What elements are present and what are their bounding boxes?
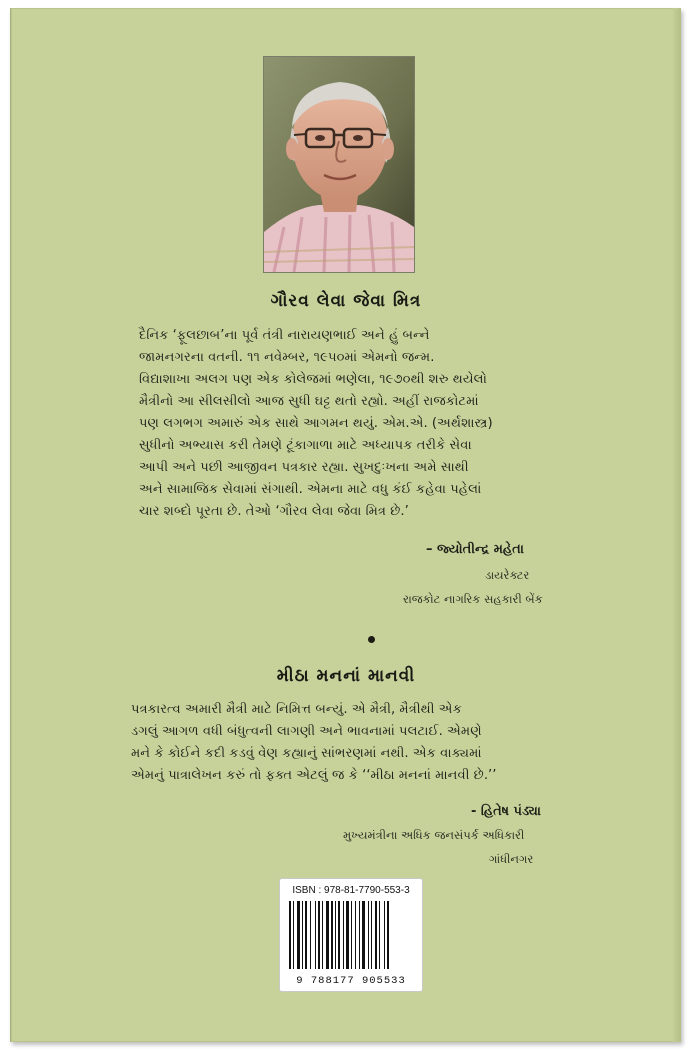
barcode-bar (379, 901, 380, 969)
section-divider-bullet (368, 636, 375, 643)
paragraph-line: પત્રકારત્વ અમારી મૈત્રી માટે નિમિત્ત બન્યું. એ મૈત્રી, મૈત્રીથી એક (131, 702, 462, 717)
paragraph-line: મૈત્રીનો આ સીલસીલો આજ સુધી ઘટ્ટ થતો રહ્યો. અહીં રાજકોટમાં (139, 394, 479, 409)
section1-title: ગૌરવ લેવા જેવા મિત્ર (270, 291, 422, 311)
barcode-bar (331, 901, 333, 969)
barcode-bar (305, 901, 307, 969)
barcode-number: 9 788177 905533 (296, 975, 406, 987)
barcode-bar (322, 901, 323, 969)
barcode-bar (343, 901, 344, 969)
signature-organization: રાજકોટ નાગરિક સહકારી બેંક (403, 592, 543, 606)
signature-name: – જ્યોતીન્દ્ર મહેતા (426, 542, 524, 557)
barcode-bar (355, 901, 356, 969)
paragraph-line: જામનગરના વતની. ૧૧ નવેમ્બર, ૧૯૫૦માં એમનો જન્મ. (139, 350, 435, 365)
paragraph-line: અને સામાજિક સેવામાં સંગાથી. એમના માટે વધુ કંઈ કહેવા પહેલાં (139, 482, 482, 497)
signature-name: - હિતેષ પંડ્યા (471, 804, 541, 819)
barcode-bars (289, 901, 413, 969)
paragraph-line: ચાર શબ્દો પૂરતા છે. તેઓ ‘ગૌરવ લેવા જેવા મિત્ર છે.’ (139, 504, 409, 519)
barcode-bar (375, 901, 377, 969)
barcode-bar (289, 901, 291, 969)
barcode-bar (293, 901, 294, 969)
signature-role: મુખ્યમંત્રીના અધિક જનસંપર્ક અધિકારી (343, 828, 525, 842)
barcode-bar (335, 901, 336, 969)
barcode-bar (362, 901, 365, 969)
barcode-bar (315, 901, 316, 969)
section2-title: મીઠા મનનાં માનવી (276, 666, 416, 686)
barcode-bar (346, 901, 349, 969)
book-back-cover (10, 8, 681, 1042)
barcode-bar (318, 901, 320, 969)
barcode-bar (310, 901, 311, 969)
barcode-bar (384, 901, 385, 969)
cover-edge (673, 8, 681, 1042)
signature-organization: ગાંધીનગર (489, 852, 534, 866)
isbn-barcode (279, 878, 423, 992)
barcode-bar (387, 901, 389, 969)
author-portrait-illustration (264, 57, 414, 272)
paragraph-line: આપી અને પછી આજીવન પત્રકાર રહ્યા. સુખદુઃખના અમે સાથી (139, 460, 469, 475)
barcode-bar (326, 901, 329, 969)
paragraph-line: વિદ્યાશાખા અલગ પણ એક કોલેજમાં ભણેલા, ૧૯૭૦થી શરુ થયેલો (139, 372, 487, 387)
barcode-bar (371, 901, 372, 969)
isbn-label: ISBN : 978-81-7790-553-3 (292, 885, 410, 896)
paragraph-line: દૈનિક ‘ફૂલછાબ’ના પૂર્વ તંત્રી નારાયણભાઈ અને હું બન્ને (139, 328, 430, 343)
signature-role: ડાયરેક્ટર (485, 568, 530, 582)
barcode-bar (359, 901, 360, 969)
barcode-bar (297, 901, 300, 969)
paragraph-line: સુધીનો અભ્યાસ કરી તેમણે ટૂંકાગાળા માટે અધ્યાપક તરીકે સેવા (139, 438, 472, 453)
paragraph-line: પણ લગભગ અમારું એક સાથે આગમન થયું. એમ.એ. (અર્થશાસ્ત્ર) (139, 416, 493, 431)
barcode-bar (368, 901, 369, 969)
barcode-bar (351, 901, 352, 969)
paragraph-line: ડગલું આગળ વધી બંધુત્વની લાગણી અને ભાવનામાં પલટાઈ. એમણે (131, 724, 482, 739)
barcode-bar (338, 901, 340, 969)
paragraph-line: એમનું પાત્રાલેખન કરું તો ફક્ત એટલું જ કે ‘‘મીઠા મનનાં માનવી છે.’’ (131, 768, 497, 783)
author-photo (263, 56, 415, 273)
paragraph-line: મને કે કોઈને કદી કડવું વેણ કહ્યાનું સાંભરણમાં નથી. એક વાક્યમાં (131, 746, 482, 761)
barcode-bar (302, 901, 303, 969)
